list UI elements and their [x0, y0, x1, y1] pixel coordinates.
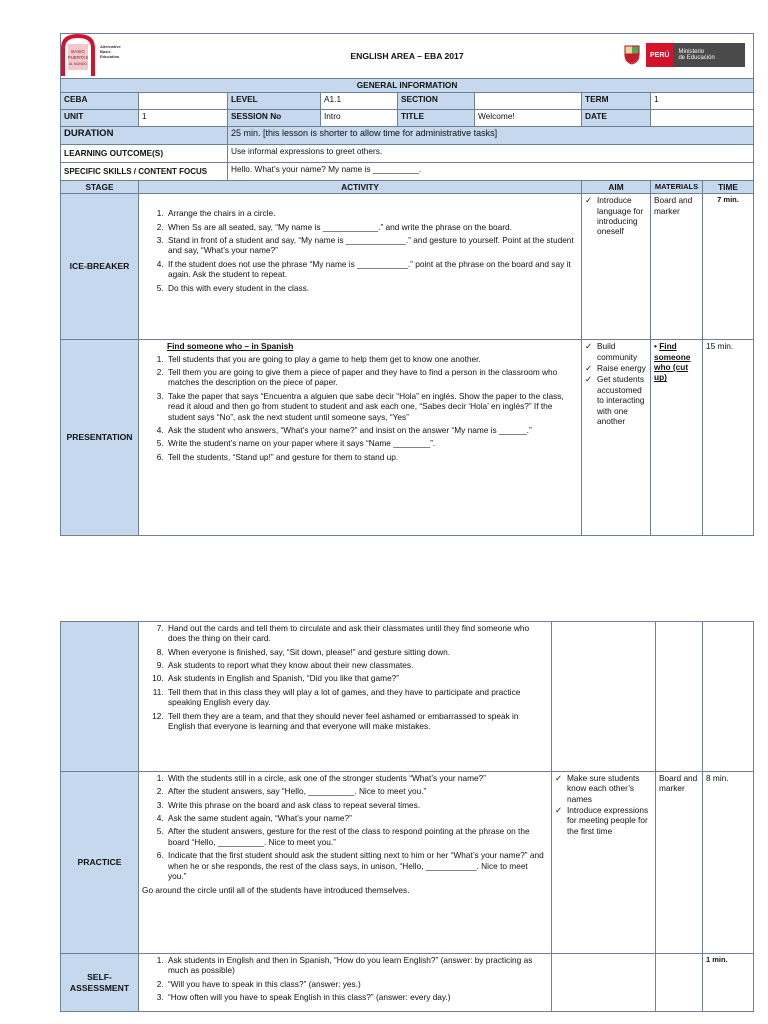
- presentation-aim-item: ✓ Get students accustomed to interacting with one another: [595, 374, 647, 426]
- logo-side-2: Basic: [100, 49, 111, 54]
- duration-value: 25 min. [this lesson is shorter to allow time for administrative tasks]: [228, 127, 754, 145]
- term-label: TERM: [582, 93, 651, 110]
- presentation-step: 9. Ask students to report what they know about their new classmates.: [166, 660, 548, 670]
- aim-column-header: AIM: [582, 181, 651, 194]
- practice-step: 2. After the student answers, say “Hello, __________. Nice to meet you.”: [166, 786, 548, 796]
- icebreaker-step: 3. Stand in front of a student and say, “My name is _____________.” and gesture to yourself. Point at the student and say, “What’s your name?”: [166, 235, 578, 256]
- logo-side-3: Education: [100, 54, 120, 59]
- section-value: [475, 93, 582, 110]
- presentation-stage: PRESENTATION: [61, 340, 139, 536]
- icebreaker-step: 5. Do this with every student in the class.: [166, 283, 578, 293]
- presentation-continued-time: [703, 622, 754, 772]
- document-title: ENGLISH AREA – EBA 2017: [61, 34, 754, 79]
- practice-step: 1. With the students still in a circle, ask one of the stronger students “What’s your name?”: [166, 773, 548, 783]
- date-label: DATE: [582, 110, 651, 127]
- practice-steps: [142, 773, 548, 881]
- icebreaker-row: [61, 194, 754, 340]
- icebreaker-aim: [582, 194, 651, 340]
- unit-value: 1: [139, 110, 228, 127]
- icebreaker-time: 7 min.: [703, 194, 754, 340]
- self-assessment-step: 3. “How often will you have to speak English in this class?” (answer: every day.): [166, 992, 548, 1002]
- lesson-plan-table-page-2: [60, 621, 754, 1012]
- presentation-continued-materials: [656, 622, 703, 772]
- duration-label: DURATION: [61, 127, 228, 145]
- section-label: SECTION: [398, 93, 475, 110]
- presentation-step: 6. Tell the students, “Stand up!” and gesture for them to stand up.: [166, 452, 578, 462]
- presentation-step: 4. Ask the student who answers, “What’s your name?” and insist on the answer “My name is ______.”: [166, 425, 578, 435]
- presentation-continued-aim: [552, 622, 656, 772]
- logo-text-2: PUERTAS: [67, 55, 89, 60]
- presentation-step: 10. Ask students in English and Spanish, “Did you like that game?”: [166, 673, 548, 683]
- ceba-label: CEBA: [61, 93, 139, 110]
- presentation-steps: [142, 354, 578, 462]
- practice-time: 8 min.: [703, 772, 754, 954]
- presentation-activity: [139, 340, 582, 536]
- icebreaker-step: 4. If the student does not use the phrase “My name is ___________.” point at the phrase on the board and say it again. Ask the student to repeat.: [166, 259, 578, 280]
- self-assessment-step: 2. “Will you have to speak in this class?” (answer: yes.): [166, 979, 548, 989]
- unit-label: UNIT: [61, 110, 139, 127]
- logo-text-3: AL MUNDO: [68, 62, 88, 66]
- title-label: TITLE: [398, 110, 475, 127]
- practice-closing: Go around the circle until all of the students have introduced themselves.: [142, 885, 410, 896]
- practice-step: 5. After the student answers, gesture for the rest of the class to respond pointing at the phrase on the board “Hello, __________. Nice to meet you.”: [166, 826, 548, 847]
- practice-stage: PRACTICE: [61, 772, 139, 954]
- presentation-step: 8. When everyone is finished, say, “Sit down, please!” and gesture sitting down.: [166, 647, 548, 657]
- general-information-heading: GENERAL INFORMATION: [61, 79, 754, 93]
- ministry-line-2: de Educación: [678, 55, 715, 61]
- icebreaker-step: 1. Arrange the chairs in a circle.: [166, 208, 578, 218]
- practice-aim-item: ✓ Make sure students know each other’s names: [565, 773, 652, 804]
- specific-skills-label: SPECIFIC SKILLS / CONTENT FOCUS: [61, 163, 228, 181]
- presentation-continued-row: [61, 622, 754, 772]
- term-value: 1: [651, 93, 754, 110]
- stage-column-header: STAGE: [61, 181, 139, 194]
- title-value: Welcome!: [475, 110, 582, 127]
- session-label: SESSION No: [228, 110, 321, 127]
- session-value: Intro: [321, 110, 398, 127]
- icebreaker-aim-item: ✓ Introduce language for introducing oneself: [595, 195, 647, 236]
- materials-bullet: •: [654, 341, 657, 352]
- presentation-aim: [582, 340, 651, 536]
- self-assessment-steps: [142, 955, 548, 1002]
- presentation-continued-activity: [139, 622, 552, 772]
- presentation-materials: [651, 340, 703, 536]
- practice-aim: [552, 772, 656, 954]
- icebreaker-stage: ICE-BREAKER: [61, 194, 139, 340]
- practice-step: 4. Ask the same student again, “What’s your name?”: [166, 813, 548, 823]
- self-assessment-row: [61, 954, 754, 1012]
- presentation-row: [61, 340, 754, 536]
- logo-text-1: BASIC: [71, 49, 85, 54]
- ceba-value: [139, 93, 228, 110]
- presentation-step: 5. Write the student’s name on your paper where it says “Name ________”.: [166, 438, 578, 448]
- ministry-line-1: Ministerio: [678, 48, 705, 55]
- learning-outcome-label: LEARNING OUTCOME(S): [61, 145, 228, 163]
- peru-label: PERÚ: [646, 43, 673, 67]
- icebreaker-steps: [142, 208, 578, 293]
- presentation-step: 1. Tell students that you are going to play a game to help them get to know one another.: [166, 354, 578, 364]
- practice-aim-item: ✓ Introduce expressions for meeting people for the first time: [565, 805, 652, 836]
- practice-step: 6. Indicate that the first student should ask the student sitting next to him or her “What’s your name?” and when he or she responds, the rest of the class says, in unison, “Hello, ___________. Nice to meet you.”: [166, 850, 548, 881]
- practice-row: [61, 772, 754, 954]
- materials-link-text: Find someone who (cut up): [654, 341, 691, 383]
- self-assessment-step: 1. Ask students in English and then in Spanish, “How do you learn English?” (answer: by practicing as much as possible): [166, 955, 548, 976]
- self-assessment-materials: [656, 954, 703, 1012]
- presentation-continued-stage: [61, 622, 139, 772]
- presentation-step: 3. Take the paper that says “Encuentra a alguien que sabe decir “Hola” en inglés. Show the paper to the class, read it aloud and then go from student to student and ask each one, “Sabes decir ‘Hola’ en inglés?” If the student says “No”, ask the next student until someone says, “Yes”: [166, 391, 578, 422]
- practice-activity: [139, 772, 552, 954]
- level-value: A1.1: [321, 93, 398, 110]
- presentation-continued-steps: [142, 623, 548, 731]
- presentation-step: 2. Tell them you are going to give them a piece of paper and they have to find a person in the classroom who matches the description on the piece of paper.: [166, 367, 578, 388]
- materials-column-header: MATERIALS: [651, 181, 703, 194]
- presentation-step: 7. Hand out the cards and tell them to circulate and ask their classmates until they find someone who does the thing on their card.: [166, 623, 548, 644]
- icebreaker-step: 2. When Ss are all seated, say, “My name is ____________.” and write the phrase on the board.: [166, 222, 578, 232]
- practice-materials: Board and marker: [656, 772, 703, 954]
- self-assessment-aim: [552, 954, 656, 1012]
- lesson-plan-table-page-1: [60, 33, 754, 536]
- presentation-subtitle: Find someone who – in Spanish: [167, 341, 294, 352]
- presentation-aim-item: ✓ Raise energy: [595, 363, 647, 373]
- icebreaker-materials: Board and marker: [651, 194, 703, 340]
- presentation-aim-item: ✓ Build community: [595, 341, 647, 362]
- logo-side-1: Alternative: [100, 44, 121, 49]
- self-assessment-activity: [139, 954, 552, 1012]
- time-column-header: TIME: [703, 181, 754, 194]
- presentation-time: 15 min.: [703, 340, 754, 536]
- level-label: LEVEL: [228, 93, 321, 110]
- icebreaker-activity: [139, 194, 582, 340]
- presentation-step: 12. Tell them they are a team, and that they should never feel ashamed or embarrassed to speak in English that everyone is learning and that everyone will make mistakes.: [166, 711, 548, 732]
- activity-column-header: ACTIVITY: [139, 181, 582, 194]
- practice-step: 3. Write this phrase on the board and ask class to repeat several times.: [166, 800, 548, 810]
- self-assessment-stage: SELF-ASSESSMENT: [61, 954, 139, 1012]
- specific-skills-value: Hello. What’s your name? My name is __________.: [228, 163, 754, 181]
- presentation-step: 11. Tell them that in this class they will play a lot of games, and they have to participate and practice speaking English every day.: [166, 687, 548, 708]
- self-assessment-time: 1 min.: [703, 954, 754, 1012]
- learning-outcome-value: Use informal expressions to greet others.: [228, 145, 754, 163]
- date-value: [651, 110, 754, 127]
